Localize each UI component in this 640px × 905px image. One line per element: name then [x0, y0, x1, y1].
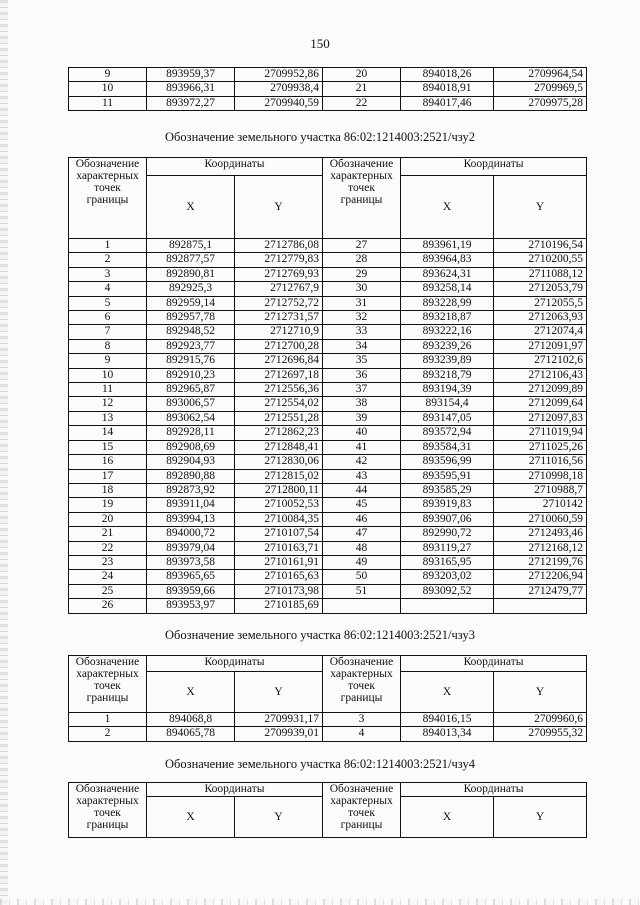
x-value-left: 892875,1 [147, 239, 235, 253]
x-value-left: 892928,11 [147, 426, 235, 440]
point-number-left: 2 [69, 253, 147, 267]
point-number-left: 9 [69, 354, 147, 368]
y-value-right: 2712074,4 [494, 325, 587, 339]
point-number-right: 38 [323, 397, 401, 411]
point-number-right: 50 [323, 570, 401, 584]
y-value-left: 2710052,53 [235, 498, 323, 512]
table-row [69, 96, 587, 110]
y-value-left: 2712551,28 [235, 411, 323, 425]
x-value-left: 892890,81 [147, 267, 235, 281]
x-value-right: 894017,46 [401, 96, 494, 110]
x-value-right: 893154,4 [401, 397, 494, 411]
x-value-left: 892925,3 [147, 282, 235, 296]
y-value-right: 2712097,83 [494, 411, 587, 425]
y-value-left: 2712830,06 [235, 455, 323, 469]
y-value-left: 2709938,4 [235, 82, 323, 96]
point-number-left: 8 [69, 339, 147, 353]
y-value-left: 2710163,71 [235, 541, 323, 555]
x-value-left: 893006,57 [147, 397, 235, 411]
point-number-right: 33 [323, 325, 401, 339]
x-value-left: 894065,78 [147, 727, 235, 741]
x-value-right: 894016,15 [401, 713, 494, 727]
x-value-right: 893584,31 [401, 440, 494, 454]
point-number-right: 3 [323, 713, 401, 727]
scan-edge-bottom [0, 899, 640, 905]
point-header-left: Обозначение характерных точек границы [69, 783, 147, 838]
y-value-left: 2712800,11 [235, 483, 323, 497]
page-number: 150 [310, 36, 330, 51]
table-row [69, 282, 587, 296]
x-value-left: 893911,04 [147, 498, 235, 512]
y-value-left: 2712769,93 [235, 267, 323, 281]
table-row [69, 527, 587, 541]
table-row [69, 68, 587, 82]
table-row [69, 455, 587, 469]
y-value-left: 2710107,54 [235, 527, 323, 541]
point-number-left: 2 [69, 727, 147, 741]
point-number-right: 20 [323, 68, 401, 82]
point-number-left: 6 [69, 311, 147, 325]
point-number-right: 32 [323, 311, 401, 325]
point-number-right: 4 [323, 727, 401, 741]
x-value-right: 893218,79 [401, 368, 494, 382]
table-row [69, 713, 587, 727]
point-number-left: 20 [69, 512, 147, 526]
point-header-right: Обозначение характерных точек границы [323, 783, 401, 838]
coordinates-table-chzu3 [68, 655, 587, 742]
x-value-left: 892923,77 [147, 339, 235, 353]
x-value-right: 893165,95 [401, 555, 494, 569]
coords-header-right: Координаты [401, 656, 587, 672]
y-value-right: 2711025,26 [494, 440, 587, 454]
table-row [69, 541, 587, 555]
table-row [69, 483, 587, 497]
y-value-left: 2709952,86 [235, 68, 323, 82]
coordinates-table-continued [68, 67, 587, 111]
y-header-right: Y [494, 176, 587, 239]
y-value-right: 2712106,43 [494, 368, 587, 382]
x-value-left: 893959,37 [147, 68, 235, 82]
y-value-left: 2709931,17 [235, 713, 323, 727]
x-value-left: 893966,31 [147, 82, 235, 96]
table-row [69, 339, 587, 353]
table-row [69, 397, 587, 411]
y-value-right [494, 599, 587, 613]
point-number-right: 51 [323, 584, 401, 598]
x-value-left: 892890,88 [147, 469, 235, 483]
x-value-left: 892904,93 [147, 455, 235, 469]
coords-header-left: Координаты [147, 656, 323, 672]
point-number-right: 37 [323, 383, 401, 397]
table-row [69, 469, 587, 483]
table-row [69, 383, 587, 397]
x-value-right: 893961,19 [401, 239, 494, 253]
x-value-left: 894000,72 [147, 527, 235, 541]
y-value-left: 2712779,83 [235, 253, 323, 267]
point-number-left: 11 [69, 96, 147, 110]
y-value-left: 2712554,02 [235, 397, 323, 411]
y-value-right: 2709969,5 [494, 82, 587, 96]
table-row [69, 498, 587, 512]
x-value-right: 893239,89 [401, 354, 494, 368]
point-number-right: 21 [323, 82, 401, 96]
y-value-left: 2709939,01 [235, 727, 323, 741]
point-number-left: 3 [69, 267, 147, 281]
y-value-right: 2712099,89 [494, 383, 587, 397]
table-row [69, 368, 587, 382]
y-value-left: 2710185,69 [235, 599, 323, 613]
x-value-left: 892910,23 [147, 368, 235, 382]
point-number-left: 14 [69, 426, 147, 440]
x-value-right: 893147,05 [401, 411, 494, 425]
point-number-right: 29 [323, 267, 401, 281]
coords-header-right: Координаты [401, 783, 587, 797]
point-number-left: 10 [69, 368, 147, 382]
x-header-left: X [147, 176, 235, 239]
table-row [69, 325, 587, 339]
y-header-left: Y [235, 797, 323, 838]
x-value-right: 893092,52 [401, 584, 494, 598]
y-value-right: 2710142 [494, 498, 587, 512]
point-number-left: 12 [69, 397, 147, 411]
x-value-right: 892990,72 [401, 527, 494, 541]
x-value-left: 894068,8 [147, 713, 235, 727]
table-row [69, 570, 587, 584]
x-value-right: 893595,91 [401, 469, 494, 483]
table-row [69, 440, 587, 454]
coords-header-left: Координаты [147, 158, 323, 176]
x-value-left: 892908,69 [147, 440, 235, 454]
x-value-left: 892965,87 [147, 383, 235, 397]
y-value-right: 2710200,55 [494, 253, 587, 267]
x-value-left: 893972,27 [147, 96, 235, 110]
point-number-left: 22 [69, 541, 147, 555]
y-value-right: 2712199,76 [494, 555, 587, 569]
point-number-left: 26 [69, 599, 147, 613]
table-row [69, 354, 587, 368]
x-header-right: X [401, 672, 494, 713]
point-number-left: 13 [69, 411, 147, 425]
y-value-right: 2711016,56 [494, 455, 587, 469]
y-value-left: 2712710,9 [235, 325, 323, 339]
x-value-left: 893953,97 [147, 599, 235, 613]
table-row [69, 296, 587, 310]
x-value-right: 893228,99 [401, 296, 494, 310]
point-number-left: 4 [69, 282, 147, 296]
point-number-left: 18 [69, 483, 147, 497]
y-value-left: 2712697,18 [235, 368, 323, 382]
x-value-left: 893062,54 [147, 411, 235, 425]
y-header-left: Y [235, 176, 323, 239]
x-value-right: 893218,87 [401, 311, 494, 325]
point-number-right: 36 [323, 368, 401, 382]
point-number-right [323, 599, 401, 613]
table-row [69, 82, 587, 96]
y-value-right: 2712099,64 [494, 397, 587, 411]
y-header-right: Y [494, 797, 587, 838]
section-heading-chzu2: Обозначение земельного участка 86:02:1214003:2521/чзу2 [165, 130, 475, 144]
section-heading-chzu4: Обозначение земельного участка 86:02:1214003:2521/чзу4 [165, 757, 475, 771]
x-value-right: 893624,31 [401, 267, 494, 281]
point-number-left: 19 [69, 498, 147, 512]
x-header-left: X [147, 797, 235, 838]
y-value-left: 2712848,41 [235, 440, 323, 454]
coords-header-left: Координаты [147, 783, 323, 797]
y-value-right: 2711088,12 [494, 267, 587, 281]
point-number-right: 40 [323, 426, 401, 440]
x-value-left: 892915,76 [147, 354, 235, 368]
point-number-right: 49 [323, 555, 401, 569]
point-number-right: 43 [323, 469, 401, 483]
x-value-right: 893907,06 [401, 512, 494, 526]
y-value-left: 2712700,28 [235, 339, 323, 353]
coordinates-table-chzu2 [68, 157, 587, 614]
point-header-right: Обозначение характерных точек границы [323, 656, 401, 713]
y-value-left: 2712731,57 [235, 311, 323, 325]
table-row [69, 599, 587, 613]
y-value-left: 2709940,59 [235, 96, 323, 110]
point-number-right: 48 [323, 541, 401, 555]
table-row [69, 311, 587, 325]
y-value-left: 2712767,9 [235, 282, 323, 296]
y-value-right: 2712053,79 [494, 282, 587, 296]
point-number-left: 5 [69, 296, 147, 310]
point-number-left: 25 [69, 584, 147, 598]
y-value-left: 2710084,35 [235, 512, 323, 526]
x-value-left: 893979,04 [147, 541, 235, 555]
y-value-right: 2712063,93 [494, 311, 587, 325]
y-value-left: 2710161,91 [235, 555, 323, 569]
x-value-right: 893258,14 [401, 282, 494, 296]
y-value-right: 2710060,59 [494, 512, 587, 526]
x-value-right: 893203,02 [401, 570, 494, 584]
x-value-left: 892873,92 [147, 483, 235, 497]
point-number-left: 16 [69, 455, 147, 469]
x-value-right: 893964,83 [401, 253, 494, 267]
y-value-right: 2712493,46 [494, 527, 587, 541]
y-value-right: 2710988,7 [494, 483, 587, 497]
point-header-left: Обозначение характерных точек границы [69, 656, 147, 713]
point-number-right: 46 [323, 512, 401, 526]
y-value-right: 2711019,94 [494, 426, 587, 440]
coordinates-table-chzu4 [68, 782, 587, 838]
x-value-right: 893919,83 [401, 498, 494, 512]
x-value-right: 893119,27 [401, 541, 494, 555]
point-number-left: 23 [69, 555, 147, 569]
point-number-left: 11 [69, 383, 147, 397]
x-value-right: 893585,29 [401, 483, 494, 497]
y-value-right: 2712102,6 [494, 354, 587, 368]
x-value-right: 894018,26 [401, 68, 494, 82]
point-number-right: 27 [323, 239, 401, 253]
point-number-right: 35 [323, 354, 401, 368]
point-header-left: Обозначение характерных точек границы [69, 158, 147, 239]
y-value-right: 2712091,97 [494, 339, 587, 353]
y-value-left: 2712752,72 [235, 296, 323, 310]
x-value-right [401, 599, 494, 613]
coords-header-right: Координаты [401, 158, 587, 176]
y-value-left: 2712862,23 [235, 426, 323, 440]
point-number-left: 17 [69, 469, 147, 483]
y-value-right: 2712206,94 [494, 570, 587, 584]
y-value-right: 2712055,5 [494, 296, 587, 310]
y-value-left: 2712556,36 [235, 383, 323, 397]
x-value-right: 893572,94 [401, 426, 494, 440]
point-number-right: 41 [323, 440, 401, 454]
point-number-left: 21 [69, 527, 147, 541]
table-row [69, 267, 587, 281]
point-number-right: 45 [323, 498, 401, 512]
x-value-right: 893222,16 [401, 325, 494, 339]
y-value-right: 2709975,28 [494, 96, 587, 110]
x-header-left: X [147, 672, 235, 713]
y-value-right: 2712168,12 [494, 541, 587, 555]
x-value-left: 893973,58 [147, 555, 235, 569]
point-number-right: 28 [323, 253, 401, 267]
y-value-right: 2709955,32 [494, 727, 587, 741]
table-row [69, 426, 587, 440]
point-number-right: 47 [323, 527, 401, 541]
y-value-right: 2710998,18 [494, 469, 587, 483]
x-value-right: 893239,26 [401, 339, 494, 353]
point-number-right: 44 [323, 483, 401, 497]
point-number-right: 31 [323, 296, 401, 310]
x-value-right: 894013,34 [401, 727, 494, 741]
point-number-left: 24 [69, 570, 147, 584]
table-row [69, 727, 587, 741]
point-number-left: 1 [69, 713, 147, 727]
section-heading-chzu3: Обозначение земельного участка 86:02:1214003:2521/чзу3 [165, 628, 475, 642]
y-value-right: 2712479,77 [494, 584, 587, 598]
y-value-left: 2712815,02 [235, 469, 323, 483]
y-value-left: 2712786,08 [235, 239, 323, 253]
y-header-left: Y [235, 672, 323, 713]
table-row [69, 584, 587, 598]
point-number-left: 9 [69, 68, 147, 82]
point-number-left: 10 [69, 82, 147, 96]
table-row [69, 253, 587, 267]
point-number-right: 42 [323, 455, 401, 469]
y-value-left: 2710165,63 [235, 570, 323, 584]
x-value-right: 893596,99 [401, 455, 494, 469]
point-header-right: Обозначение характерных точек границы [323, 158, 401, 239]
y-value-left: 2712696,84 [235, 354, 323, 368]
x-value-left: 892877,57 [147, 253, 235, 267]
x-value-right: 894018,91 [401, 82, 494, 96]
y-value-left: 2710173,98 [235, 584, 323, 598]
point-number-left: 1 [69, 239, 147, 253]
y-value-right: 2709964,54 [494, 68, 587, 82]
y-value-right: 2710196,54 [494, 239, 587, 253]
x-value-right: 893194,39 [401, 383, 494, 397]
point-number-right: 30 [323, 282, 401, 296]
x-value-left: 893994,13 [147, 512, 235, 526]
point-number-right: 34 [323, 339, 401, 353]
x-value-left: 893959,66 [147, 584, 235, 598]
x-header-right: X [401, 797, 494, 838]
point-number-left: 15 [69, 440, 147, 454]
x-header-right: X [401, 176, 494, 239]
point-number-right: 39 [323, 411, 401, 425]
point-number-left: 7 [69, 325, 147, 339]
y-header-right: Y [494, 672, 587, 713]
table-row [69, 239, 587, 253]
point-number-right: 22 [323, 96, 401, 110]
x-value-left: 892948,52 [147, 325, 235, 339]
table-row [69, 512, 587, 526]
x-value-left: 892957,78 [147, 311, 235, 325]
x-value-left: 893965,65 [147, 570, 235, 584]
x-value-left: 892959,14 [147, 296, 235, 310]
table-row [69, 411, 587, 425]
y-value-right: 2709960,6 [494, 713, 587, 727]
table-row [69, 555, 587, 569]
